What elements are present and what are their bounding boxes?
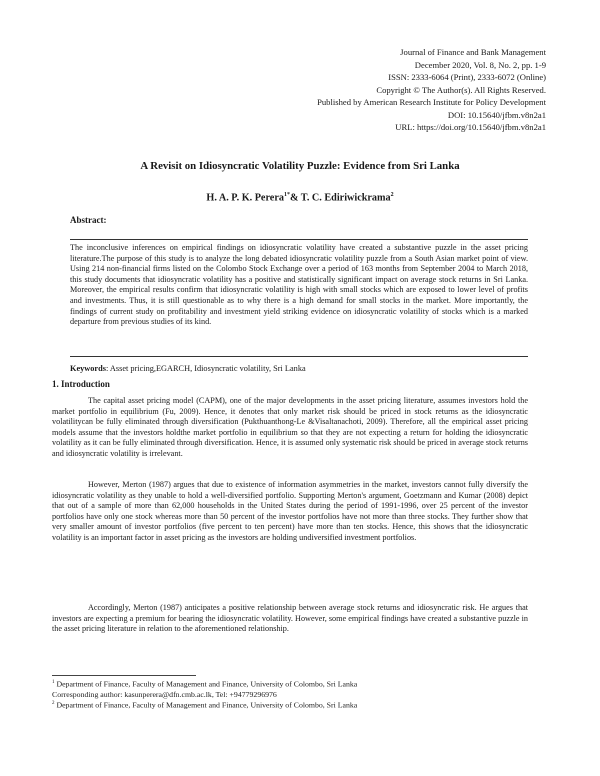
journal-doi: DOI: 10.15640/jfbm.v8n2a1 xyxy=(447,109,546,120)
author-1-marks: 1* xyxy=(283,192,290,198)
journal-publisher: Published by American Research Institute for Policy Development xyxy=(317,97,546,107)
journal-issue: December 2020, Vol. 8, No. 2, pp. 1-9 xyxy=(414,59,546,70)
abstract-heading: Abstract: xyxy=(70,215,107,225)
intro-paragraph-2: However, Merton (1987) argues that due to existence of information asymmetries in the market, investors cannot fully diversify the idiosyncratic volatility as they unable to hold a well-diversified portfolio. Supporting Merton's argument, Goetzmann and Kumar (2008) depict that out of a sample of more than 62,000 households in the United States during the period of 1991-1996, over 25 percent of the investor portfolios have only one stock whereas more than 50 percent of the investor portfolios have not more than three stocks. They further show that very smaller amount of investor portfolios (five percent to ten percent) have more than ten stocks. Hence, this shows that the idiosyncratic volatility is an important factor in asset pricing as the investors are holding undiversified investment portfolios. xyxy=(52,480,528,542)
footnotes xyxy=(52,678,532,711)
journal-name: Journal of Finance and Bank Management xyxy=(400,47,546,57)
journal-url: URL: https://doi.org/10.15640/jfbm.v8n2a1 xyxy=(395,122,546,132)
keywords-text: : Asset pricing,EGARCH, Idiosyncratic volatility, Sri Lanka xyxy=(105,364,306,373)
abstract-box xyxy=(70,239,528,357)
section-heading-introduction: 1. Introduction xyxy=(52,379,110,389)
keywords-label: Keywords xyxy=(70,364,106,373)
footnote-corresponding-author: Corresponding author: kasunperera@dfn.cmb.ac.lk, Tel: +94779296976 xyxy=(52,689,277,699)
footnote-2-text: Department of Finance, Faculty of Management and Finance, University of Colombo, Sri Lanka xyxy=(54,701,358,710)
abstract-text: The inconclusive inferences on empirical findings on idiosyncratic volatility have created a substantive puzzle in the asset pricing literature.The purpose of this study is to analyze the long debated idiosyncratic volatility puzzle from a South Asian market point of view. Using 214 non-financial firms listed on the Colombo Stock Exchange over a period of 163 months from September 2004 to March 2018, this study documents that idiosyncratic volatility has a positive and statistically significant impact on average stock returns in Sri Lanka. Moreover, the empirical results confirm that idiosyncratic volatility is high with small stocks which are exposed to lower level of profits and investments. Thus, it is still questionable as to why there is a high demand for small stocks in the market. More importantly, the findings of current study on profitability and investment yield striking evidence on idiosyncratic volatility of stocks which is a marked departure from previous studies of its kind. xyxy=(70,243,528,327)
footnote-1 xyxy=(52,678,532,690)
intro-paragraph-1: The capital asset pricing model (CAPM), one of the major developments in the asset pricing literature, assumes investors hold the market portfolio in equilibrium (Fu, 2009). Hence, it denotes that only market risk should be priced in stock returns as the idiosyncratic volatilitycan be fully eliminated through diversification (Pukthuanthong-Le &Visaltanachoti, 2009). Therefore, all the empirical asset pricing models assume that the investors holdthe market portfolio in equilibrium so that they are not expecting a return for holding the idiosyncratic volatility as it can be fully eliminated through diversification. Hence, it is assumed only systematic risk should be priced in average stock returns and idiosyncratic volatility is irrelevant. xyxy=(52,396,528,458)
footnote-1-text: Department of Finance, Faculty of Management and Finance, University of Colombo, Sri Lanka xyxy=(54,679,358,689)
journal-issn: ISSN: 2333-6064 (Print), 2333-6072 (Online) xyxy=(388,72,546,82)
journal-copyright: Copyright © The Author(s). All Rights Reserved. xyxy=(376,84,546,95)
paper-authors xyxy=(60,192,540,203)
footnote-1-mark: 1 xyxy=(52,680,55,685)
footnote-2-mark: 2 xyxy=(52,701,55,707)
author-2: T. C. Ediriwickrama xyxy=(300,192,391,204)
author-1: H. A. P. K. Perera xyxy=(206,192,284,204)
author-2-marks: 2 xyxy=(390,192,394,198)
journal-header xyxy=(317,46,546,134)
author-separator: & xyxy=(289,192,301,204)
paper-title: A Revisit on Idiosyncratic Volatility Puzzle: Evidence from Sri Lanka xyxy=(140,160,460,172)
footnote-divider xyxy=(52,675,196,676)
keywords xyxy=(70,364,530,373)
footnote-2 xyxy=(52,699,532,711)
intro-paragraph-3: Accordingly, Merton (1987) anticipates a positive relationship between average stock returns and idiosyncratic risk. He argues that investors are expecting a premium for bearing the idiosyncratic volatility. However, some empirical findings have created a substantive puzzle in the asset pricing literature in relation to the aforementioned relationship. xyxy=(52,603,528,634)
